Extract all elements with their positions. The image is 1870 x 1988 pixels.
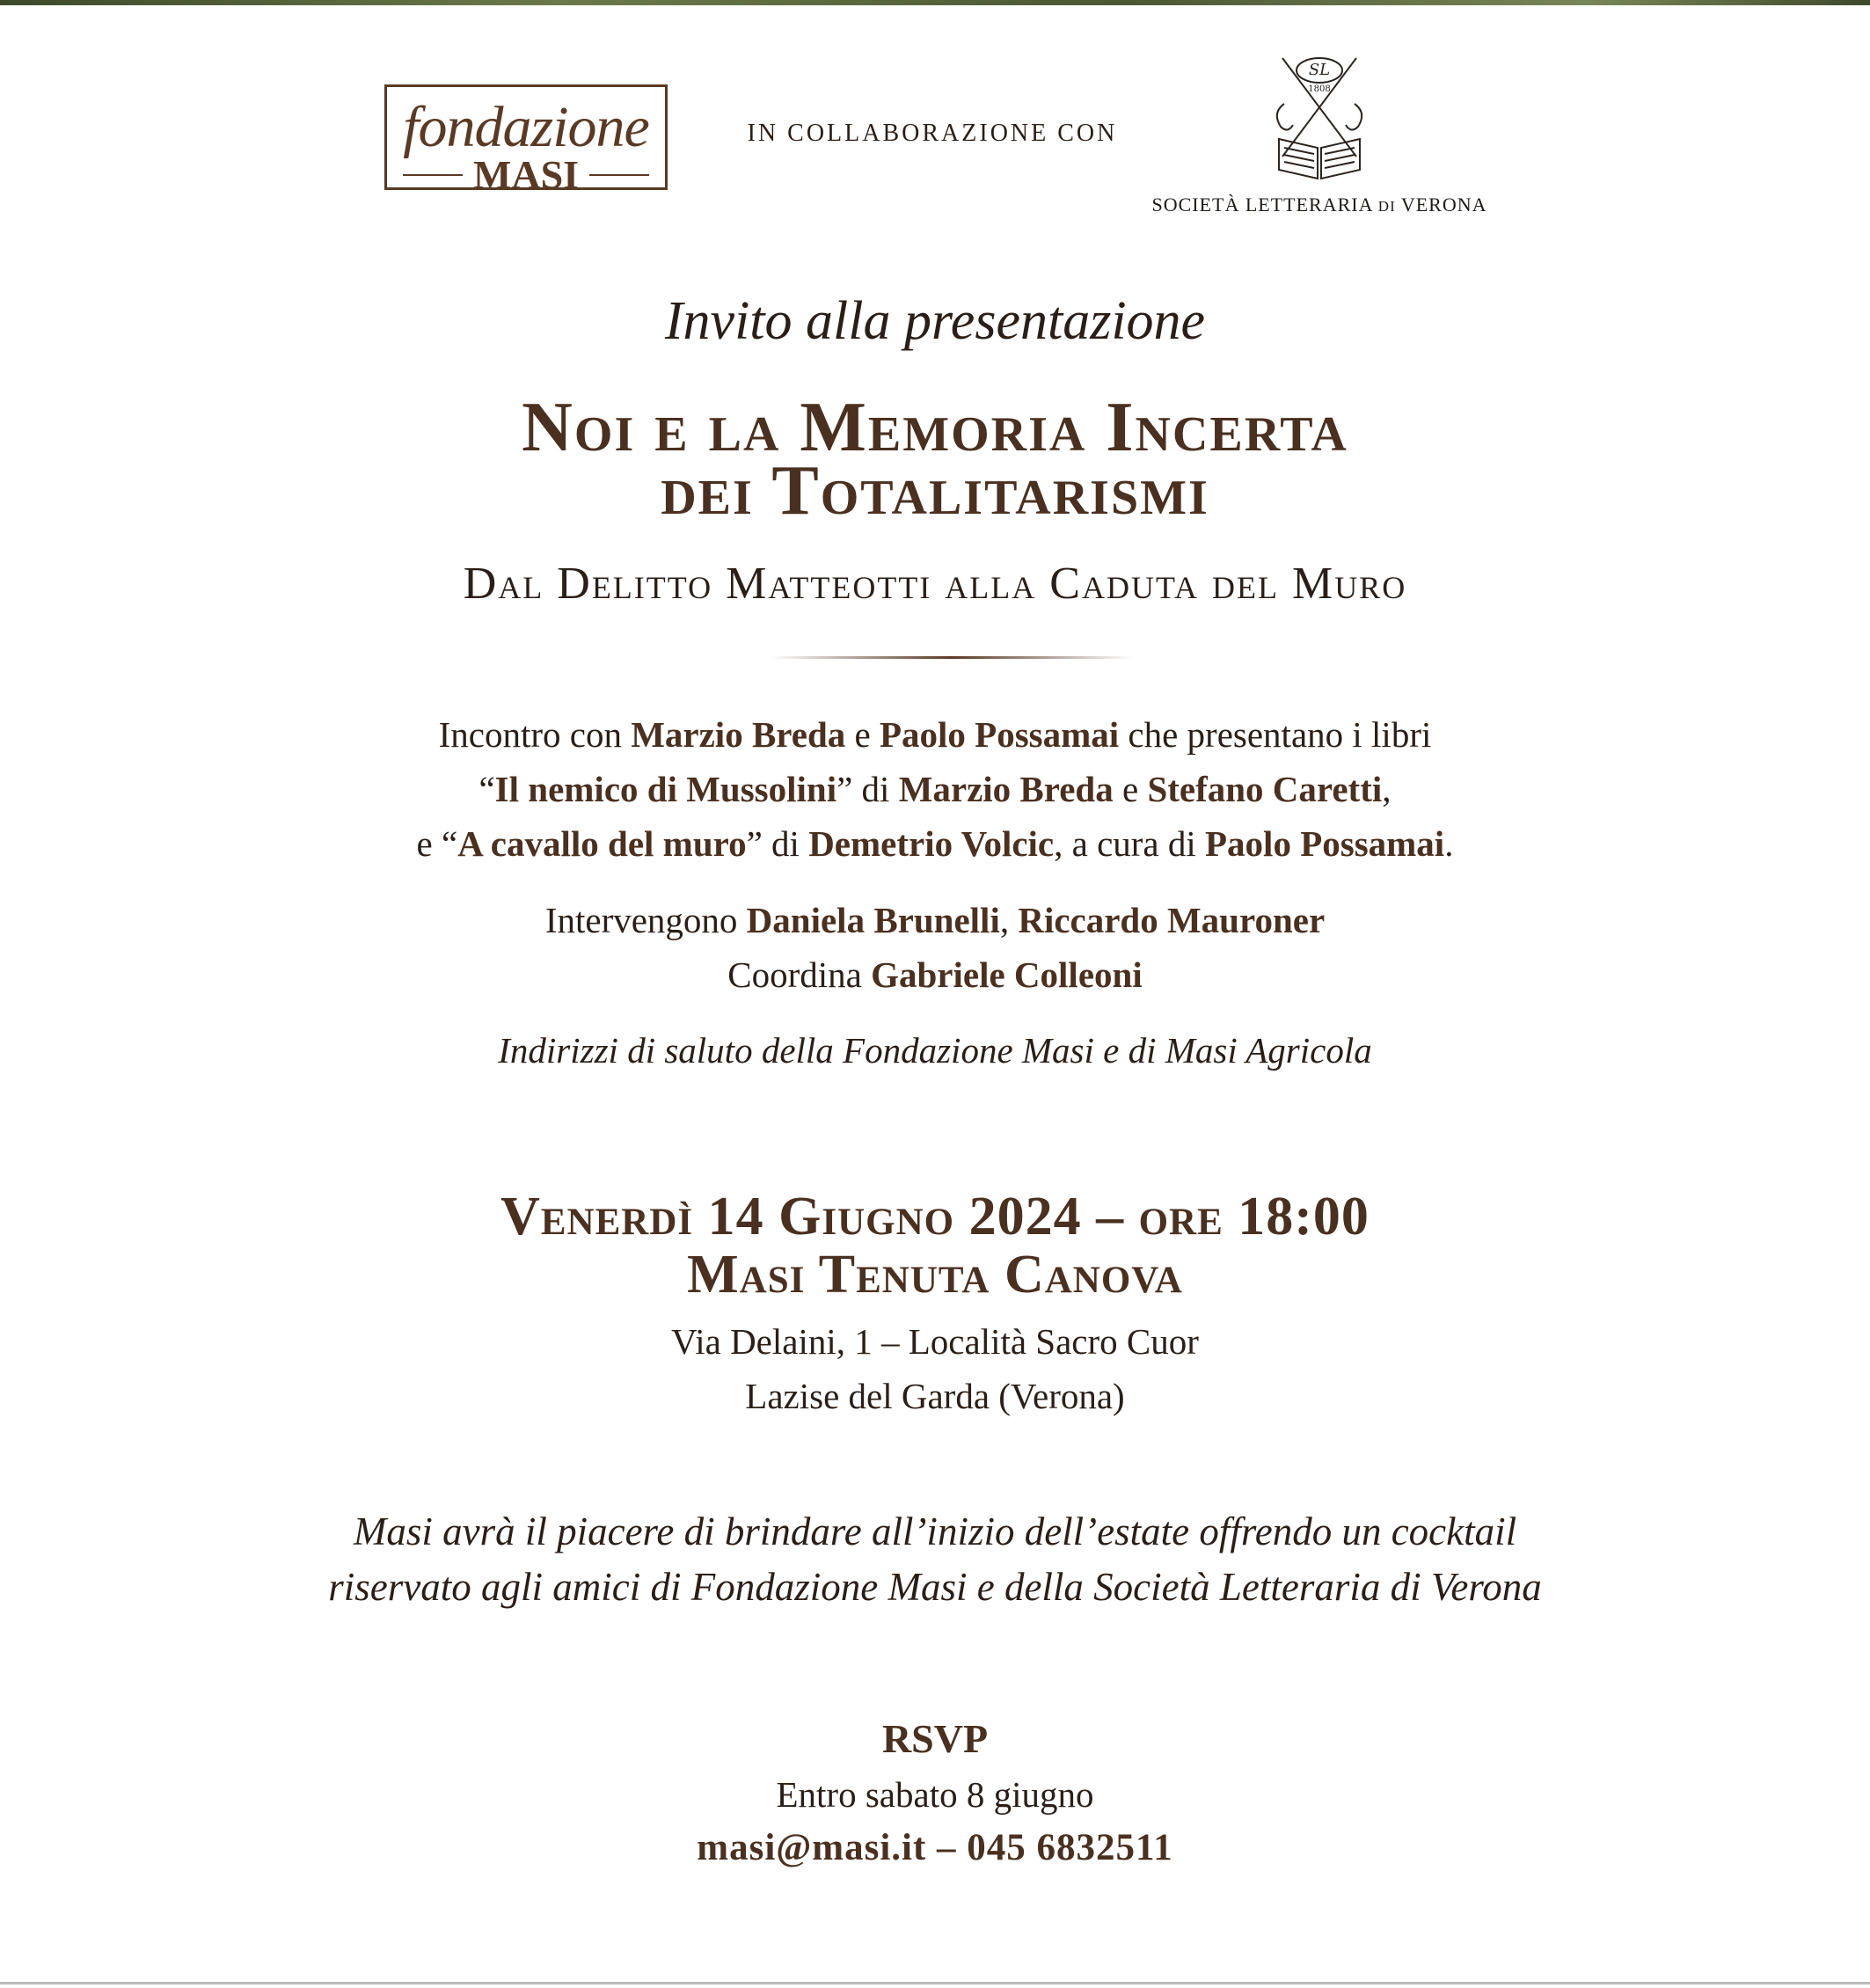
text: “ bbox=[478, 769, 495, 809]
societa-name-part1: SOCIETÀ LETTERARIA bbox=[1151, 194, 1373, 216]
description-line1 bbox=[0, 707, 1870, 762]
text: e “ bbox=[416, 823, 458, 864]
event-address bbox=[0, 1314, 1870, 1423]
event-datetime: Venerdì 14 Giugno 2024 – ore 18:00 bbox=[500, 1187, 1370, 1246]
event-title-line2: dei Totalitarismi bbox=[661, 452, 1209, 530]
description-line2 bbox=[0, 762, 1870, 816]
cocktail-line1: Masi avrà il piacere di brindare all’inizio dell’estate offrendo un cocktail bbox=[353, 1509, 1517, 1553]
fondazione-masi-logo bbox=[384, 84, 668, 197]
participants bbox=[0, 893, 1870, 1002]
rsvp-contact[interactable]: masi@masi.it – 045 6832511 bbox=[697, 1827, 1173, 1868]
text: Incontro con bbox=[438, 714, 632, 755]
societa-name-part2: DI bbox=[1377, 198, 1396, 215]
author-name: Demetrio Volcic bbox=[808, 823, 1055, 864]
participant-name: Riccardo Mauroner bbox=[1018, 900, 1326, 940]
coordina-line bbox=[0, 947, 1870, 1002]
text: , a cura di bbox=[1054, 823, 1206, 864]
emblem-year: 1808 bbox=[1308, 84, 1331, 94]
collaboration-label: IN COLLABORAZIONE CON bbox=[747, 120, 1118, 147]
event-title bbox=[0, 389, 1870, 530]
text: , bbox=[1382, 769, 1392, 809]
text: e bbox=[1113, 769, 1148, 809]
logo-rule-left bbox=[403, 174, 463, 176]
emblem-initials: SL bbox=[1308, 61, 1331, 79]
text: ” di bbox=[746, 823, 809, 864]
address-line1: Via Delaini, 1 – Località Sacro Cuor bbox=[671, 1321, 1199, 1362]
text: e bbox=[845, 714, 880, 755]
moderator-name: Gabriele Colleoni bbox=[871, 954, 1143, 995]
societa-letteraria-name bbox=[1143, 194, 1495, 216]
top-decorative-bar bbox=[0, 0, 1870, 5]
rsvp-heading: RSVP bbox=[881, 1716, 989, 1761]
text: che presentano i libri bbox=[1119, 714, 1432, 755]
invitation-heading: Invito alla presentazione bbox=[664, 291, 1206, 351]
author-name: Stefano Caretti bbox=[1147, 769, 1383, 809]
event-date-venue bbox=[0, 1188, 1870, 1304]
rsvp-deadline: Entro sabato 8 giugno bbox=[776, 1774, 1094, 1815]
text: ” di bbox=[836, 769, 899, 809]
editor-name: Paolo Possamai bbox=[1205, 823, 1445, 864]
interventi-line bbox=[0, 893, 1870, 947]
bottom-line bbox=[0, 1982, 1870, 1984]
societa-letteraria-emblem-icon bbox=[1267, 51, 1372, 183]
logo-rule-right bbox=[589, 174, 649, 176]
description-line3 bbox=[0, 816, 1870, 871]
greetings-note: Indirizzi di saluto della Fondazione Masi e di Masi Agricola bbox=[498, 1030, 1372, 1071]
logo-masi-row bbox=[403, 152, 649, 197]
cocktail-note bbox=[0, 1504, 1870, 1615]
address-line2: Lazise del Garda (Verona) bbox=[745, 1376, 1125, 1416]
societa-name-part3: VERONA bbox=[1400, 194, 1487, 216]
speaker-name: Paolo Possamai bbox=[879, 714, 1120, 755]
description bbox=[0, 707, 1870, 871]
event-title-line1: Noi e la Memoria Incerta bbox=[522, 389, 1348, 466]
logo-script-text: fondazione bbox=[403, 95, 649, 159]
text: Coordina bbox=[727, 954, 872, 995]
speaker-name: Marzio Breda bbox=[631, 714, 846, 755]
cocktail-line2: riservato agli amici di Fondazione Masi e della Società Letteraria di Verona bbox=[328, 1565, 1542, 1609]
author-name: Marzio Breda bbox=[898, 769, 1114, 809]
text: Intervengono bbox=[544, 900, 747, 940]
book-title: A cavallo del muro bbox=[457, 823, 747, 864]
event-venue: Masi Tenuta Canova bbox=[687, 1245, 1183, 1305]
book-title: Il nemico di Mussolini bbox=[494, 769, 837, 809]
divider bbox=[771, 656, 1133, 659]
participant-name: Daniela Brunelli bbox=[746, 900, 1000, 940]
text: , bbox=[999, 900, 1019, 940]
text: . bbox=[1444, 823, 1454, 864]
event-subtitle: Dal Delitto Matteotti alla Caduta del Muro bbox=[463, 559, 1407, 609]
logo-masi-text: MASI bbox=[472, 152, 580, 197]
